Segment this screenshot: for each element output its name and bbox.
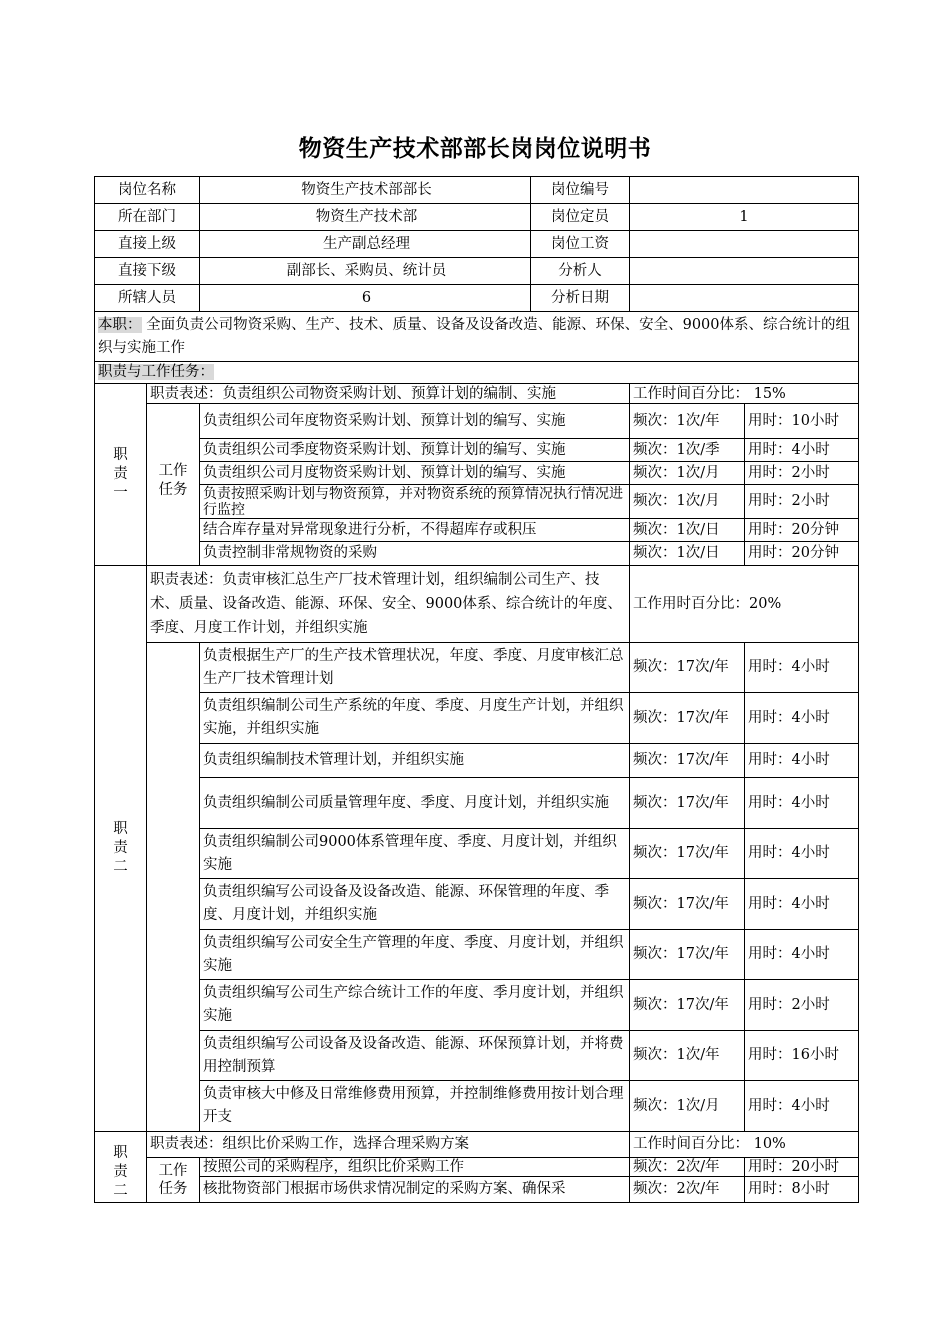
duty-name: 职责二 [95, 1132, 147, 1203]
task-text: 核批物资部门根据市场供求情况制定的采购方案、确保采 [200, 1177, 630, 1203]
info-row [95, 258, 859, 285]
info-value-2 [630, 285, 859, 312]
task-text: 负责组织编写公司安全生产管理的年度、季度、月度计划，并组织实施 [200, 930, 630, 980]
task-time: 用时：4小时 [745, 744, 859, 778]
main-duty-row [95, 312, 859, 362]
task-freq: 频次：17次/年 [630, 693, 745, 744]
task-freq: 频次：1次/日 [630, 542, 745, 566]
task-row [95, 542, 859, 566]
info-label: 直接下级 [95, 258, 200, 285]
duty-percent: 工作时间百分比： 10% [630, 1132, 859, 1158]
info-value: 生产副总经理 [323, 235, 410, 252]
task-freq: 频次：17次/年 [630, 930, 745, 980]
info-label-2: 分析日期 [530, 285, 629, 312]
info-value-wrap [200, 204, 630, 231]
task-row [95, 744, 859, 778]
task-freq: 频次：1次/月 [630, 462, 745, 485]
info-row [95, 177, 859, 204]
task-row [95, 439, 859, 462]
task-text: 负责组织公司月度物资采购计划、预算计划的编写、实施 [200, 462, 630, 485]
duty-desc-row [95, 1132, 859, 1158]
task-time: 用时：2小时 [745, 485, 859, 519]
job-description-table [94, 176, 859, 1203]
info-value: 6 [361, 289, 372, 306]
task-time: 用时：8小时 [745, 1177, 859, 1203]
task-row [95, 1031, 859, 1081]
info-label: 所辖人员 [95, 285, 200, 312]
duty-name: 职责二 [95, 566, 147, 1132]
info-label-2: 分析人 [530, 258, 629, 285]
task-time: 用时：2小时 [745, 980, 859, 1031]
duty-desc-row [95, 566, 859, 643]
task-freq: 频次：17次/年 [630, 980, 745, 1031]
task-time: 用时：20分钟 [745, 519, 859, 542]
info-label: 所在部门 [95, 204, 200, 231]
task-time: 用时：4小时 [745, 439, 859, 462]
task-time: 用时：4小时 [745, 693, 859, 744]
info-value: 副部长、采购员、统计员 [286, 262, 447, 279]
task-row [95, 693, 859, 744]
duty-name: 职责一 [95, 384, 147, 566]
info-value: 物资生产技术部 [315, 208, 418, 225]
page-title: 物资生产技术部部长岗岗位说明书 [298, 136, 652, 162]
duty-desc: 职责表述：负责组织公司物资采购计划、预算计划的编制、实施 [147, 384, 630, 404]
task-row [95, 1081, 859, 1132]
task-row [95, 1177, 859, 1203]
task-freq: 频次：1次/月 [630, 1081, 745, 1132]
info-row [95, 231, 859, 258]
task-text: 负责组织公司年度物资采购计划、预算计划的编写、实施 [200, 404, 630, 439]
info-label: 直接上级 [95, 231, 200, 258]
task-text: 负责根据生产厂的生产技术管理状况，年度、季度、月度审核汇总生产厂技术管理计划 [200, 643, 630, 693]
task-text: 负责组织编制公司质量管理年度、季度、月度计划，并组织实施 [200, 778, 630, 829]
task-row [95, 519, 859, 542]
task-freq: 频次：17次/年 [630, 643, 745, 693]
info-value-wrap [200, 177, 630, 204]
task-freq: 频次：17次/年 [630, 744, 745, 778]
info-label-2: 岗位定员 [530, 204, 629, 231]
task-text: 负责组织编写公司生产综合统计工作的年度、季月度计划，并组织实施 [200, 980, 630, 1031]
main-duty-text: 全面负责公司物资采购、生产、技术、质量、设备及设备改造、能源、环保、安全、9000体系、综合统计的组织与实施工作 [98, 316, 851, 356]
duty-percent: 工作时间百分比： 15% [630, 384, 859, 404]
task-row [95, 829, 859, 879]
info-value-wrap [200, 258, 630, 285]
task-row [95, 980, 859, 1031]
info-value-2 [630, 231, 859, 258]
task-time: 用时：16小时 [745, 1031, 859, 1081]
task-text: 负责按照采购计划与物资预算，并对物资系统的预算情况执行情况进行监控 [200, 485, 630, 519]
task-freq: 频次：1次/季 [630, 439, 745, 462]
info-row [95, 204, 859, 231]
task-freq: 频次：17次/年 [630, 829, 745, 879]
task-time: 用时：4小时 [745, 1081, 859, 1132]
info-value: 物资生产技术部部长 [301, 181, 432, 198]
info-label-2: 岗位工资 [530, 231, 629, 258]
task-time: 用时：4小时 [745, 829, 859, 879]
task-time: 用时：4小时 [745, 879, 859, 930]
task-freq: 频次：1次/月 [630, 485, 745, 519]
task-time: 用时：20小时 [745, 1158, 859, 1177]
task-text: 负责组织编制技术管理计划，并组织实施 [200, 744, 630, 778]
task-freq: 频次：17次/年 [630, 778, 745, 829]
info-value-2: 1 [630, 204, 859, 231]
info-value-wrap [200, 285, 630, 312]
task-time: 用时：20分钟 [745, 542, 859, 566]
task-time: 用时：4小时 [745, 930, 859, 980]
info-row [95, 285, 859, 312]
info-value-wrap [200, 231, 630, 258]
task-row [95, 1158, 859, 1177]
task-freq: 频次：17次/年 [630, 879, 745, 930]
task-time: 用时：2小时 [745, 462, 859, 485]
task-text: 负责控制非常规物资的采购 [200, 542, 630, 566]
info-label-2: 岗位编号 [530, 177, 629, 204]
duty-desc-row [95, 384, 859, 404]
task-row [95, 404, 859, 439]
task-text: 按照公司的采购程序，组织比价采购工作 [200, 1158, 630, 1177]
task-time: 用时：10小时 [745, 404, 859, 439]
task-row [95, 778, 859, 829]
info-value-2 [630, 177, 859, 204]
duty-desc: 职责表述：组织比价采购工作，选择合理采购方案 [147, 1132, 630, 1158]
duty-desc: 职责表述：负责审核汇总生产厂技术管理计划，组织编制公司生产、技术、质量、设备改造、能源、环保、安全、9000体系、综合统计的年度、季度、月度工作计划，并组织实施 [147, 566, 630, 643]
task-label: 工作任务 [147, 404, 200, 566]
task-freq: 频次：1次/年 [630, 1031, 745, 1081]
task-text: 负责组织编写公司设备及设备改造、能源、环保预算计划，并将费用控制预算 [200, 1031, 630, 1081]
task-freq: 频次：1次/日 [630, 519, 745, 542]
task-text: 负责审核大中修及日常维修费用预算，并控制维修费用按计划合理开支 [200, 1081, 630, 1132]
task-freq: 频次：2次/年 [630, 1177, 745, 1203]
task-freq: 频次：1次/年 [630, 404, 745, 439]
task-row [95, 643, 859, 693]
task-time: 用时：4小时 [745, 778, 859, 829]
task-text: 负责组织公司季度物资采购计划、预算计划的编写、实施 [200, 439, 630, 462]
task-row [95, 879, 859, 930]
duties-header-row [95, 362, 859, 384]
task-text: 结合库存量对异常现象进行分析，不得超库存或积压 [200, 519, 630, 542]
duty-percent: 工作用时百分比：20% [630, 566, 859, 643]
task-row [95, 485, 859, 519]
info-value-2 [630, 258, 859, 285]
task-row [95, 930, 859, 980]
task-label: 工作任务 [147, 1158, 200, 1203]
task-freq: 频次：2次/年 [630, 1158, 745, 1177]
info-label: 岗位名称 [95, 177, 200, 204]
task-text: 负责组织编制公司9000体系管理年度、季度、月度计划，并组织实施 [200, 829, 630, 879]
task-text: 负责组织编制公司生产系统的年度、季度、月度生产计划，并组织实施，并组织实施 [200, 693, 630, 744]
task-time: 用时：4小时 [745, 643, 859, 693]
main-duty-label: 本职： [98, 316, 142, 333]
task-label [147, 643, 200, 1132]
task-text: 负责组织编写公司设备及设备改造、能源、环保管理的年度、季度、月度计划，并组织实施 [200, 879, 630, 930]
duties-header: 职责与工作任务： [98, 364, 214, 380]
task-row [95, 462, 859, 485]
